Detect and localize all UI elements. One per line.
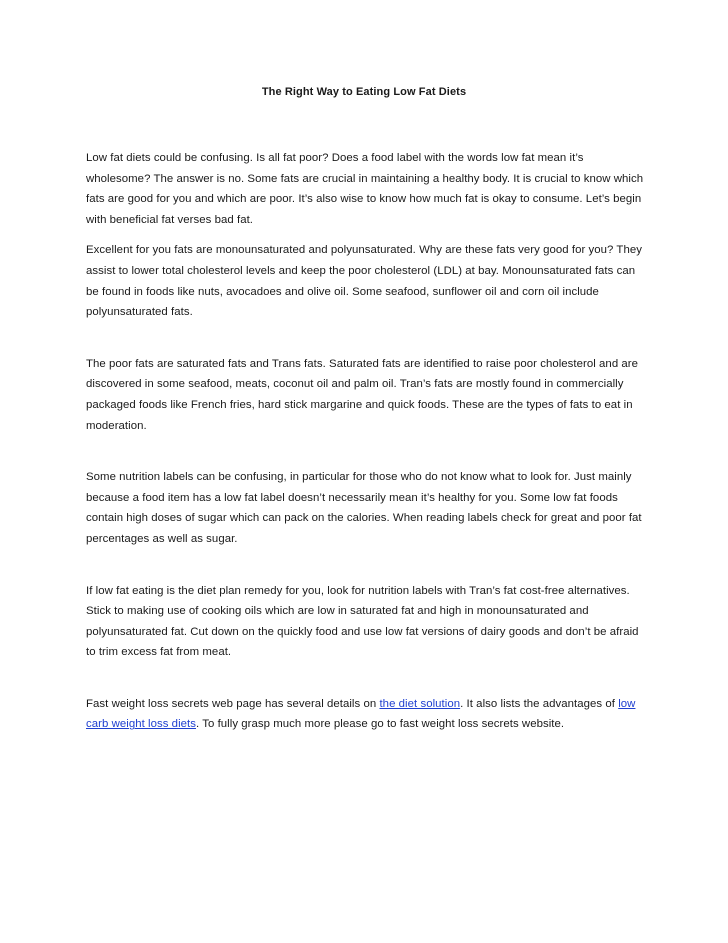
diet-solution-link[interactable]: the diet solution [379, 697, 461, 710]
paragraph-1: Low fat diets could be confusing. Is all fat poor? Does a food label with the words low fat mean it’s wholesome? The answer is no. Some fats are crucial in maintaining a healthy body. It is crucial to know which fats are good for you and which are poor. It’s also wise to know how much fat is okay to consume. Let’s begin with beneficial fat verses bad fat. [86, 152, 644, 226]
paragraph-6-text-3: . To fully grasp much more please go to fast weight loss secrets website. [196, 718, 565, 731]
low-carb-diets-link[interactable]: low carb weight loss diets [86, 697, 636, 731]
paragraph-5: If low fat eating is the diet plan remedy for you, look for nutrition labels with Tran’s fat cost-free alternatives. Stick to making use of cooking oils which are low in saturated fat and high in monounsaturated and polyunsaturated fat. Cut down on the quickly food and use low fat versions of dairy goods and don’t be afraid to trim excess fat from meat. [86, 584, 639, 659]
paragraph-4: Some nutrition labels can be confusing, in particular for those who do not know what to look for. Just mainly because a food item has a low fat label doesn’t necessarily mean it’s healthy for you. Some low fat foods contain high doses of sugar which can pack on the calories. When reading labels check for great and poor fat percentages as well as sugar. [86, 471, 642, 545]
document-body [86, 148, 646, 735]
paragraph-6-text-1: Fast weight loss secrets web page has several details on [86, 697, 380, 710]
paragraph-3: The poor fats are saturated fats and Trans fats. Saturated fats are identified to raise poor cholesterol and are discovered in some seafood, meats, coconut oil and palm oil. Tran’s fats are mostly found in commercially packaged foods like French fries, hard stick margarine and quick foods. These are the types of fats to eat in moderation. [86, 357, 639, 432]
paragraph-2: Excellent for you fats are monounsaturated and polyunsaturated. Why are these fats very good for you? They assist to lower total cholesterol levels and keep the poor cholesterol (LDL) at bay. Monounsaturated fats can be found in foods like nuts, avocadoes and olive oil. Some seafood, sunflower oil and corn oil include polyunsaturated fats. [86, 244, 642, 319]
document-title: The Right Way to Eating Low Fat Diets [261, 86, 467, 98]
paragraph-6-text-2: . It also lists the advantages of [460, 697, 619, 710]
paragraph-6 [86, 694, 646, 735]
